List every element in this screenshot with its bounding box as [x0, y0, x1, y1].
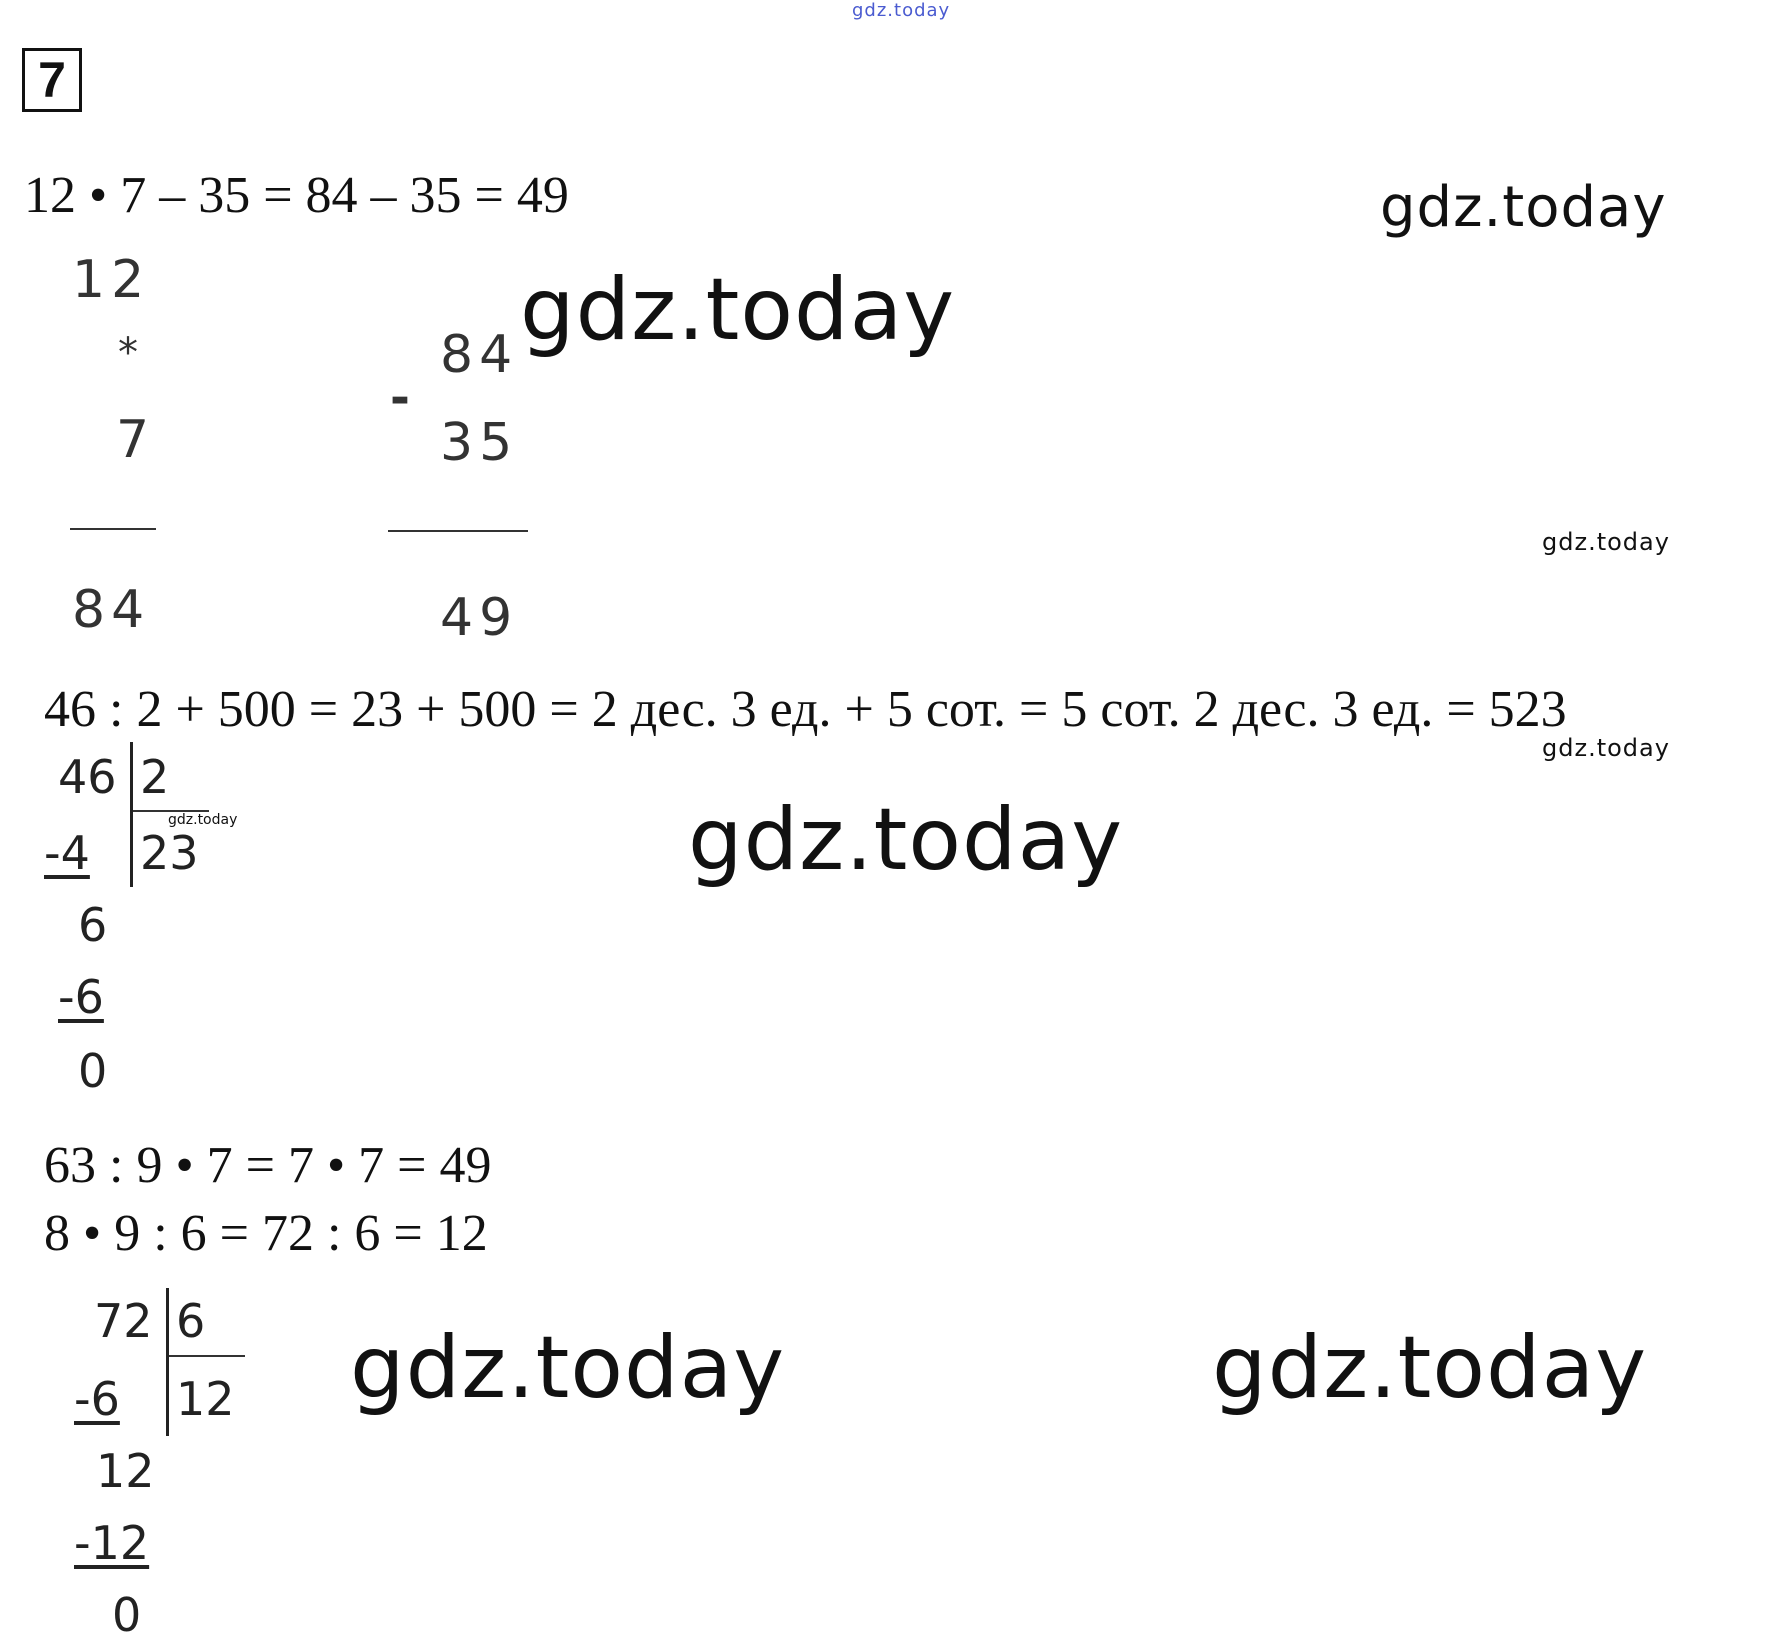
sub-result-line — [388, 530, 528, 532]
sub-operator: - — [390, 370, 416, 426]
watermark-6: gdz.today — [688, 790, 1124, 890]
watermark-4: gdz.today — [1542, 734, 1670, 762]
division2-step-1: -6 — [74, 1372, 120, 1426]
equation-2: 46 : 2 + 500 = 23 + 500 = 2 дес. 3 ед. + 5 сот. = 5 сот. 2 дес. 3 ед. = 523 — [44, 681, 1567, 738]
division2-step-2: 12 — [96, 1444, 155, 1498]
division1-quotient: 23 — [140, 826, 199, 880]
equation-1: 12 • 7 – 35 = 84 – 35 = 49 — [24, 167, 569, 224]
watermark-1: gdz.today — [1380, 175, 1667, 240]
sub-top-operand: 84 — [440, 325, 519, 385]
watermark-7: gdz.today — [350, 1318, 786, 1418]
division1-step-4: 0 — [78, 1044, 108, 1098]
mult-bottom-operand: 7 — [116, 410, 156, 470]
division2-vertical-line — [166, 1288, 169, 1436]
division2-quotient-line — [169, 1355, 245, 1357]
equation-3: 63 : 9 • 7 = 7 • 7 = 49 — [44, 1137, 492, 1194]
division1-step-1: -4 — [44, 826, 90, 880]
division1-step-3: -6 — [58, 970, 104, 1024]
division1-divisor: 2 — [140, 750, 170, 804]
mult-operator: * — [118, 330, 144, 376]
division1-dividend: 46 — [58, 750, 117, 804]
watermark-8: gdz.today — [1212, 1318, 1648, 1418]
division2-dividend: 72 — [94, 1294, 153, 1348]
division2-step-4: 0 — [112, 1588, 142, 1642]
task-number-box: 7 — [22, 48, 82, 112]
division2-divisor: 6 — [176, 1294, 206, 1348]
division1-step-2: 6 — [78, 898, 108, 952]
watermark-5: gdz.today — [168, 812, 238, 828]
sub-result: 49 — [440, 588, 519, 648]
watermark-2: gdz.today — [520, 260, 956, 360]
sub-bottom-operand: 35 — [440, 413, 519, 473]
division2-step-3: -12 — [74, 1516, 150, 1570]
division1-vertical-line — [130, 742, 133, 887]
division2-quotient: 12 — [176, 1372, 235, 1426]
mult-result: 84 — [72, 580, 151, 640]
watermark-3: gdz.today — [1542, 528, 1670, 556]
watermark-top: gdz.today — [852, 0, 951, 21]
equation-4: 8 • 9 : 6 = 72 : 6 = 12 — [44, 1205, 488, 1262]
mult-top-operand: 12 — [72, 250, 151, 310]
mult-result-line — [70, 528, 156, 530]
